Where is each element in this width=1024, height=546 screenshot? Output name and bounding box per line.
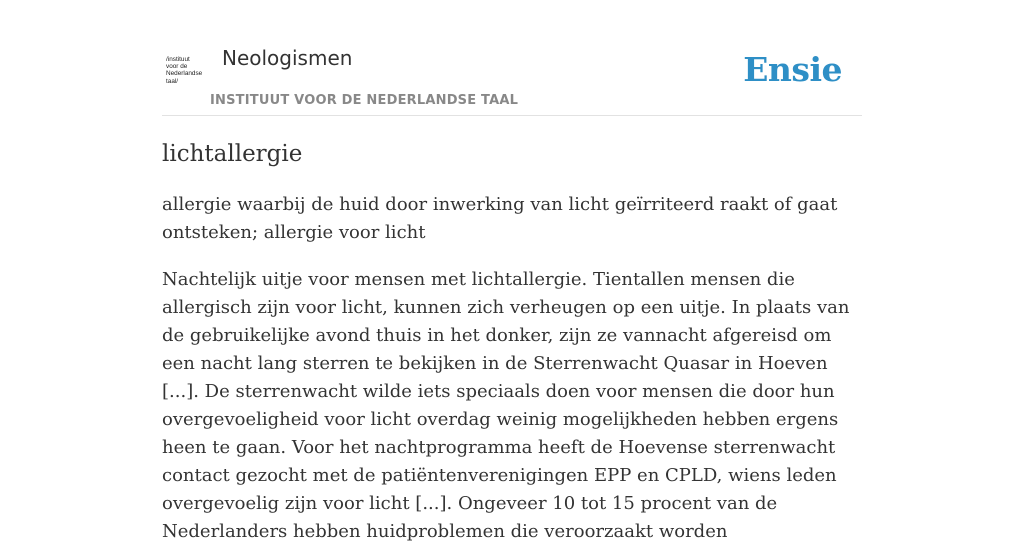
institute-logo[interactable]: /instituut voor de Nederlandse taal/ [166, 56, 203, 85]
source-subtitle: INSTITUUT VOOR DE NEDERLANDSE TAAL [210, 93, 519, 108]
entry-definition: allergie waarbij de huid door inwerking van licht geïrriteerd raakt of gaat ontsteken; allergie voor licht [162, 194, 838, 243]
entry-term: lichtallergie [162, 141, 303, 167]
source-header [162, 40, 862, 116]
source-title-link[interactable]: Neologismen [222, 46, 353, 70]
entry-example: Nachtelijk uitje voor mensen met lichtallergie. Tientallen mensen die allergisch zijn voor licht, kunnen zich verheugen op een uitje. In plaats van de gebruikelijke avond thuis in het donker, zijn ze vannacht afgereisd om een nacht lang sterren te bekijken in de Sterrenwacht Quasar in Hoeven [...]. De sterrenwacht wilde iets speciaals doen voor mensen die door hun overgevoeligheid voor licht overdag weinig mogelijkheden hebben ergens heen te gaan. Voor het nachtprogramma heeft de Hoevense sterrenwacht contact gezocht met de patiëntenverenigingen EPP en CPLD, wiens leden overgevoelig zijn voor licht [...]. Ongeveer 10 tot 15 procent van de Nederlanders hebben huidproblemen die veroorzaakt worden [162, 269, 850, 542]
ensie-logo[interactable]: Ensie [743, 50, 842, 89]
entry-content [162, 137, 862, 546]
